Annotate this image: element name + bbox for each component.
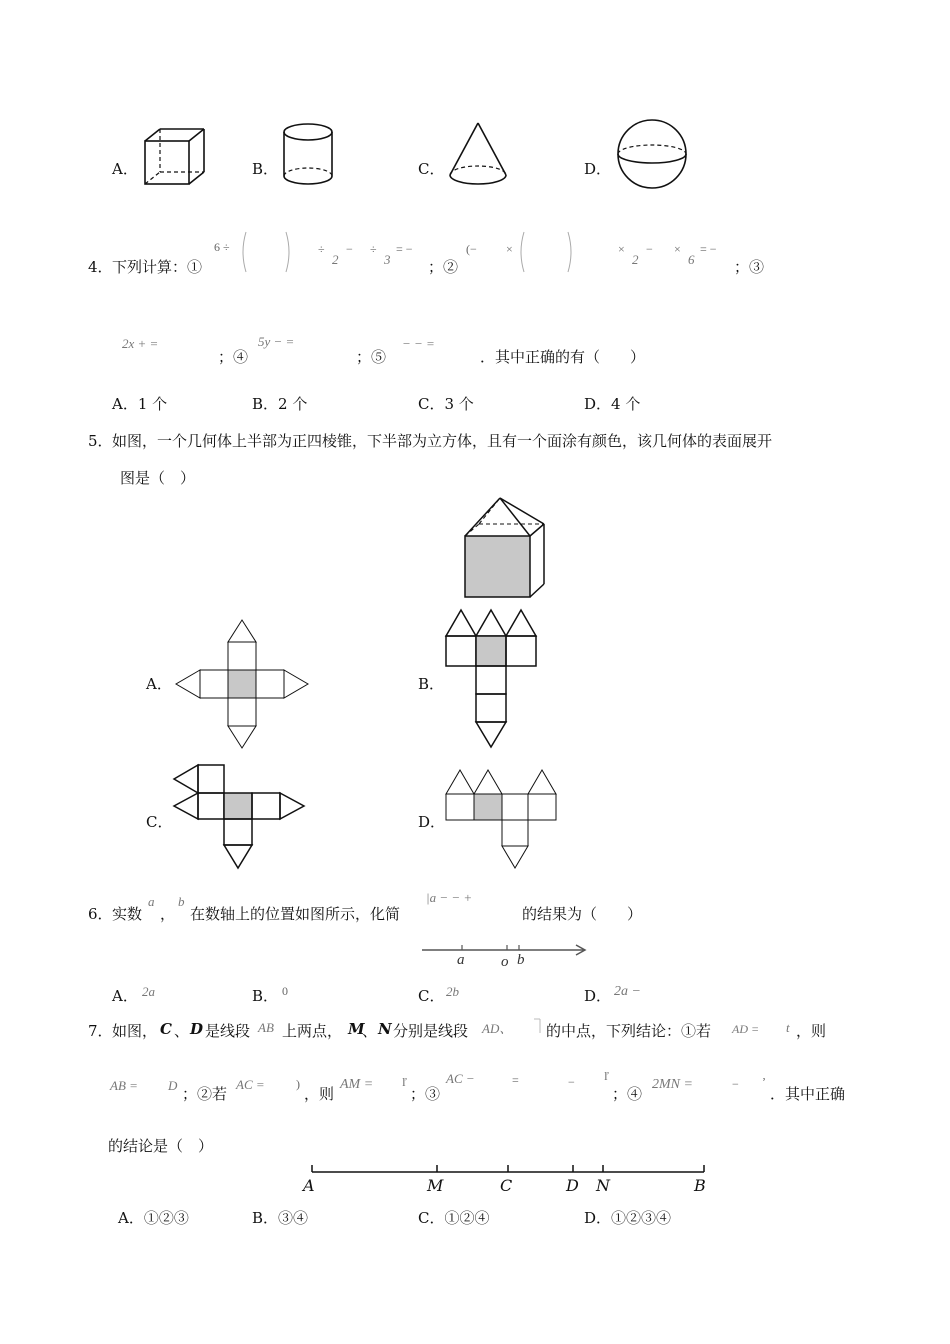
- q4-expr1-lead: 6 ÷: [214, 240, 230, 254]
- q4-expr5: − − =: [402, 336, 435, 351]
- q4-option-c: C．3 个: [418, 395, 474, 413]
- q6-comma: ，: [160, 905, 176, 923]
- sphere-figure: [614, 118, 690, 190]
- q6-var-b: b: [178, 894, 185, 909]
- q3-option-d-label: D．: [584, 160, 612, 178]
- q7-expr3-minus: −: [568, 1075, 575, 1089]
- q4-expr1-frac2: 3: [384, 252, 391, 267]
- q4-expr1-frac1: 2: [332, 252, 339, 267]
- q7-var-c: C: [160, 1020, 172, 1038]
- q7-line2-a: ；②若: [182, 1085, 228, 1103]
- q4-expr1-eq: = −: [396, 242, 413, 256]
- q7-line1-e: 的中点，下列结论：①若: [546, 1022, 712, 1040]
- q7-cond1-tail: t: [786, 1020, 790, 1035]
- q4-expr3: 2x + =: [122, 336, 159, 351]
- q4-sep3: ；③: [734, 258, 765, 276]
- q4-expr2-bracket: [516, 230, 576, 274]
- q7-ab: AB: [258, 1020, 274, 1035]
- q6-text-c: 的结果为（ ）: [522, 905, 643, 923]
- q7-cond2-tail: ): [296, 1077, 300, 1091]
- q4-sep2: ；②: [428, 258, 459, 276]
- q5-number: 5．: [88, 432, 113, 450]
- q5-text-line2: 图是（ ）: [120, 469, 196, 487]
- q4-expr2-frac2: 6: [688, 252, 695, 267]
- q7-line1-f: ，则: [796, 1022, 827, 1040]
- net-d-figure: [442, 766, 562, 872]
- net-b-figure: [442, 606, 542, 750]
- pyramid-cube-figure: [460, 494, 552, 600]
- q3-option-a-label: A．: [112, 160, 138, 178]
- q7-blank-box: [530, 1018, 544, 1034]
- net-c-figure: [170, 762, 310, 874]
- q4-expr2-times2: ×: [618, 242, 625, 256]
- q7-var-d: D: [190, 1020, 204, 1038]
- q7-option-d: D．①②③④: [584, 1209, 672, 1227]
- cylinder-figure: [280, 120, 336, 188]
- q7-sep: 、: [174, 1022, 190, 1040]
- cone-figure: [446, 120, 510, 188]
- q7-var-m: M: [348, 1020, 365, 1038]
- q5-option-d-label: D．: [418, 813, 446, 831]
- q7-cond1: AD =: [732, 1022, 760, 1036]
- q4-expr1-mid: ÷: [318, 242, 325, 256]
- q6-axis-label-o: o: [501, 954, 509, 970]
- q6-option-b-label: B．: [252, 987, 279, 1005]
- q7-line2-e: ．其中正确: [770, 1085, 846, 1103]
- q7-line2-c: ；③: [410, 1085, 441, 1103]
- q6-option-c-value: 2b: [446, 984, 459, 999]
- q4-intro: 下列计算：①: [112, 258, 203, 276]
- q4-expr2-eq: = −: [700, 242, 717, 256]
- q7-option-c: C．①②④: [418, 1209, 490, 1227]
- q5-option-c-label: C．: [146, 813, 173, 831]
- q7-expr4-minus: −: [732, 1077, 739, 1091]
- q7-sep2: 、: [362, 1022, 378, 1040]
- q6-axis-label-a: a: [457, 952, 465, 968]
- q6-var-a: a: [148, 894, 155, 909]
- q7-expr4-tail: ʼ: [762, 1075, 766, 1089]
- q4-expr4: 5y − =: [258, 334, 295, 349]
- q4-expr2-lead: (−: [466, 242, 477, 256]
- q7-option-a: A．①②③: [118, 1209, 189, 1227]
- q4-expr2-minus: −: [646, 242, 653, 256]
- q6-option-a-label: A．: [112, 987, 138, 1005]
- q4-option-a: A．1 个: [112, 395, 168, 413]
- q6-option-d-label: D．: [584, 987, 612, 1005]
- q7-line1-c: 上两点，: [282, 1022, 343, 1040]
- q4-option-d: D．4 个: [584, 395, 641, 413]
- cube-figure: [140, 126, 210, 188]
- q7-expr3-tail: ľ: [604, 1069, 609, 1083]
- q7-number: 7．: [88, 1022, 113, 1040]
- q7-option-b: B．③④: [252, 1209, 309, 1227]
- q3-option-b-label: B．: [252, 160, 279, 178]
- q7-point-n: N: [596, 1176, 610, 1195]
- q4-sep4: ；④: [218, 348, 249, 366]
- q6-text-b: 在数轴上的位置如图所示，化简: [190, 905, 401, 923]
- q6-option-c-label: C．: [418, 987, 445, 1005]
- q5-option-a-label: A．: [146, 675, 172, 693]
- q5-text-line1: 如图，一个几何体上半部为正四棱锥，下半部为立方体，且有一个面涂有颜色，该几何体的表面展开: [112, 432, 773, 450]
- q7-expr3: AC −: [446, 1071, 475, 1086]
- q7-line2-b: ，则: [304, 1085, 335, 1103]
- q3-option-c-label: C．: [418, 160, 445, 178]
- q4-expr1-div2: ÷: [370, 242, 377, 256]
- q6-option-d-value: 2a −: [614, 984, 641, 999]
- q7-res2: AM =: [340, 1077, 374, 1092]
- q7-point-c: C: [500, 1176, 513, 1195]
- q7-point-a: A: [303, 1176, 315, 1195]
- q4-expr1-bracket: [238, 230, 294, 274]
- q7-point-d: D: [566, 1176, 579, 1195]
- q7-line2-d: ；④: [612, 1085, 643, 1103]
- q7-point-b: B: [694, 1176, 706, 1195]
- q7-ad-expr: AD、: [482, 1021, 513, 1036]
- q7-var-n: N: [378, 1020, 392, 1038]
- q6-option-a-value: 2a: [142, 984, 155, 999]
- q6-expr: |a − − +: [426, 890, 473, 905]
- q7-res1-tail: D: [168, 1078, 178, 1093]
- q7-line3: 的结论是（ ）: [108, 1137, 214, 1155]
- q4-expr2-frac1: 2: [632, 252, 639, 267]
- q7-line1-a: 如图，: [112, 1022, 158, 1040]
- q7-res2-tail: ľ: [402, 1075, 407, 1089]
- q7-line1-d: 分别是线段: [393, 1022, 469, 1040]
- q6-number: 6．: [88, 905, 113, 923]
- q4-option-b: B．2 个: [252, 395, 308, 413]
- q7-line1-b: 是线段: [205, 1022, 251, 1040]
- q4-expr2-times3: ×: [674, 242, 681, 256]
- q5-option-b-label: B．: [418, 675, 445, 693]
- q4-expr2-times: ×: [506, 242, 513, 256]
- q6-option-b-value: 0: [282, 984, 288, 998]
- q7-point-m: M: [427, 1176, 444, 1195]
- q4-expr1-minus: −: [346, 242, 353, 256]
- q6-text-a: 实数: [112, 905, 143, 923]
- q7-expr4: 2MN =: [652, 1077, 693, 1092]
- q7-cond2: AC =: [236, 1077, 265, 1092]
- net-a-figure: [170, 614, 312, 754]
- q4-tail: ．其中正确的有（ ）: [480, 348, 646, 366]
- q7-res1: AB =: [110, 1078, 138, 1093]
- q7-expr3-eq: =: [512, 1073, 519, 1087]
- q6-axis-label-b: b: [517, 952, 525, 968]
- q4-number: 4．: [88, 258, 113, 276]
- q4-sep5: ；⑤: [356, 348, 387, 366]
